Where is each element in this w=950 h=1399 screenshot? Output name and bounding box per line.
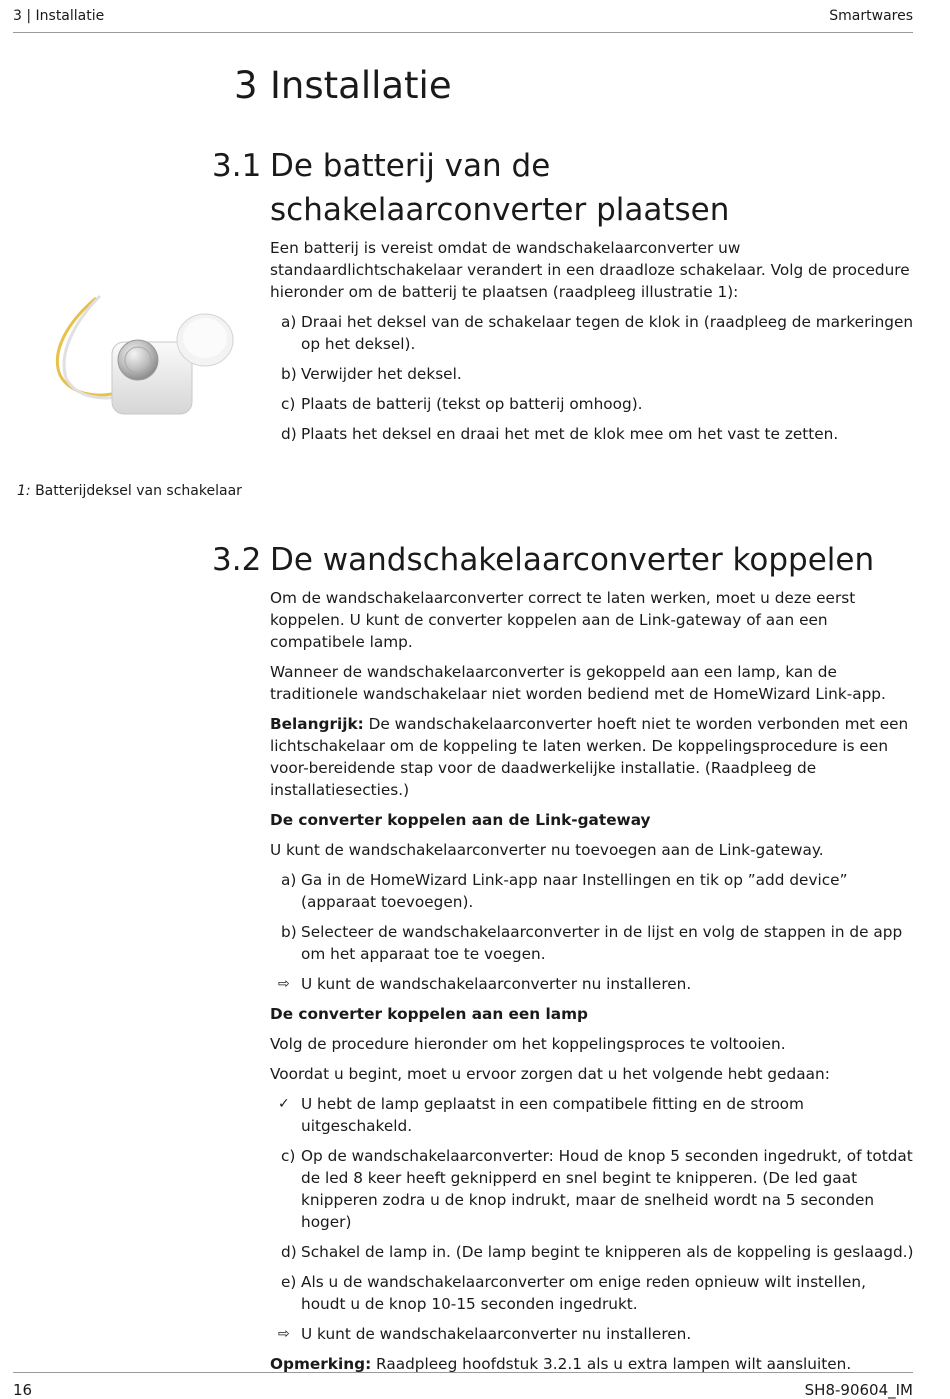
paragraph: Wanneer de wandschakelaarconverter is gekoppeld aan een lamp, kan de traditionele wandschakelaar niet worden bediend met de HomeWizard Link-app. [270,663,886,703]
lamp-steps [270,1093,915,1345]
paragraph: U kunt de wandschakelaarconverter nu toevoegen aan de Link-gateway. [270,841,824,859]
paragraph: Volg de procedure hieronder om het koppelingsproces te voltooien. [270,1035,786,1053]
page-footer [13,1372,913,1399]
arrow-right-outline-icon: ⇨ [278,1326,290,1342]
section-title-3-1 [212,144,872,232]
result-item: ⇨ U kunt de wandschakelaarconverter nu installeren. [278,975,692,993]
switch-converter-photo [30,290,240,430]
section-3-1-body [270,237,915,453]
list-item: d) Schakel de lamp in. (De lamp begint te knipperen als de koppeling is geslaagd.) [281,1243,914,1261]
document-code: SH8-90604_IM [804,1381,913,1399]
page-number: 16 [13,1381,33,1399]
important-label: Belangrijk: [270,715,364,733]
important-note [270,713,915,801]
list-item: d) Plaats het deksel en draai het met de klok mee om het vast te zetten. [281,425,839,443]
subheading-gateway: De converter koppelen aan de Link-gateway [270,811,651,829]
section-intro: Een batterij is vereist omdat de wandschakelaarconverter uw standaardlichtschakelaar verandert in een draadloze schakelaar. Volg de procedure hieronder om de batterij te plaatsen (raadpleeg illustratie 1): [270,239,910,301]
note-text: Raadpleeg hoofdstuk 3.2.1 als u extra lampen wilt aansluiten. [371,1355,852,1373]
header-chapter: 3 | Installatie [13,8,105,24]
battery-steps [270,311,915,445]
list-item: e) Als u de wandschakelaarconverter om enige reden opnieuw wilt instellen, houdt u de knop 10-15 seconden ingedrukt. [281,1273,866,1313]
paragraph: Voordat u begint, moet u ervoor zorgen dat u het volgende hebt gedaan: [270,1065,830,1083]
list-item: c) Plaats de batterij (tekst op batterij omhoog). [281,395,643,413]
important-text: De wandschakelaarconverter hoeft niet te worden verbonden met een lichtschakelaar om de koppeling te laten werken. De koppelingsprocedure is een voor-bereidende stap voor de daadwerkelijke installatie. (Raadpleeg de installatiesecties.) [270,715,909,799]
section-title-3-2 [212,538,892,582]
chapter-number: 3 [234,64,258,107]
header-brand: Smartwares [829,8,913,24]
prerequisite-item: ✓ U hebt de lamp geplaatst in een compatibele fitting en de stroom uitgeschakeld. [278,1095,804,1135]
section-number: 3.2 [212,542,262,578]
chapter-title-text: Installatie [270,64,452,107]
section-title-text: De wandschakelaarconverter koppelen [270,542,875,578]
figure-number: 1: [17,483,31,499]
gateway-steps [270,869,915,995]
chapter-title [234,64,452,107]
checkmark-icon: ✓ [278,1096,290,1112]
list-item: a) Draai het deksel van de schakelaar tegen de klok in (raadpleeg de markeringen op het deksel). [281,313,914,353]
figure-caption [17,483,242,499]
list-item: c) Op de wandschakelaarconverter: Houd de knop 5 seconden ingedrukt, of totdat de led 8 keer heeft geknipperd en snel begint te knipperen. (De led gaat knipperen zodra u de knop indrukt, maar de snelheid wordt na 5 seconden hoger) [281,1147,913,1231]
note-label: Opmerking: [270,1355,372,1373]
arrow-right-outline-icon: ⇨ [278,976,290,992]
list-item: b) Verwijder het deksel. [281,365,462,383]
figure-caption-text: Batterijdeksel van schakelaar [35,483,242,499]
result-item: ⇨ U kunt de wandschakelaarconverter nu installeren. [278,1325,692,1343]
section-number: 3.1 [212,148,262,184]
section-title-text: De batterij van de schakelaarconverter plaatsen [270,148,730,228]
section-3-2-body [270,587,915,1383]
page-header [13,8,913,33]
subheading-lamp: De converter koppelen aan een lamp [270,1005,588,1023]
list-item: a) Ga in de HomeWizard Link-app naar Instellingen en tik op ”add device” (apparaat toevoegen). [281,871,848,911]
list-item: b) Selecteer de wandschakelaarconverter in de lijst en volg de stappen in de app om het apparaat toe te voegen. [281,923,903,963]
paragraph: Om de wandschakelaarconverter correct te laten werken, moet u deze eerst koppelen. U kunt de converter koppelen aan de Link-gateway of aan een compatibele lamp. [270,589,856,651]
